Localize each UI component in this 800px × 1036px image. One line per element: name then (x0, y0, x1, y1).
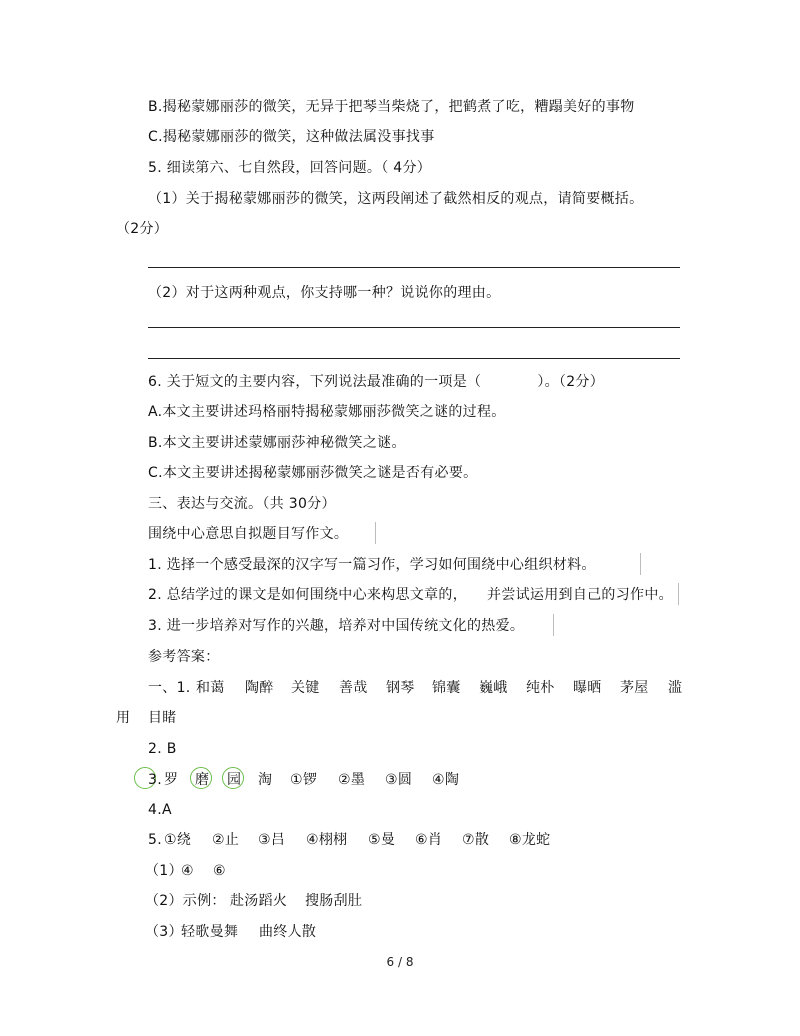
answer-1-word: 曝晒 (573, 680, 602, 696)
answer-5-item: ⑦散 (462, 832, 490, 848)
section3-item3: 3. 进一步培养对写作的兴趣，培养对中国传统文化的热爱。 (148, 618, 525, 634)
answer-line (148, 267, 680, 268)
answer-5-sub2-val: 搜肠刮肚 (305, 893, 363, 909)
answer-3-item: ①锣 (290, 772, 318, 788)
answer-5-item: ⑥肖 (415, 832, 443, 848)
answer-1-word: 茅屋 (620, 680, 649, 696)
answer-5-item: ⑧龙蛇 (509, 832, 551, 848)
answer-5-sub2-val: 赴汤蹈火 (230, 893, 288, 909)
answer-1-word: 和蔼 (196, 680, 225, 696)
q5-sub2: （2）对于这两种观点，你支持哪一种？说说你的理由。 (148, 285, 501, 301)
answer-1-word: 陶醉 (245, 680, 274, 696)
answer-5-item: ②止 (212, 832, 240, 848)
q6-option-a: A.本文主要讲述玛格丽特揭秘蒙娜丽莎微笑之谜的过程。 (148, 404, 506, 420)
answer-3-item: ③圆 (385, 772, 413, 788)
section3-item2-part1: 2. 总结学过的课文是如何围绕中心来构思文章的， (148, 587, 468, 603)
q5-sub1-score: （2分） (116, 221, 169, 237)
section3-heading: 三、表达与交流。（共 30分） (148, 496, 336, 512)
answer-1-word: 纯朴 (526, 680, 555, 696)
page-number: 6 / 8 (386, 955, 414, 969)
margin-mark (553, 614, 554, 636)
answer-2: 2. B (148, 741, 177, 757)
answer-5-sub1-val: ④ (181, 863, 194, 879)
answer-line (148, 358, 680, 359)
answer-1-row (148, 678, 191, 698)
answer-3-char: 罗 (164, 772, 179, 788)
answer-5-sub2-label: （2）示例： (145, 893, 226, 909)
margin-mark (375, 522, 376, 544)
answer-1-word: 锦囊 (432, 680, 461, 696)
answer-3-char: 淘 (258, 772, 273, 788)
q4-option-c: C.揭秘蒙娜丽莎的微笑，这种做法属没事找事 (148, 129, 435, 145)
q6-stem-before: 6. 关于短文的主要内容，下列说法最准确的一项是（ (148, 374, 482, 390)
answer-5-sub3-label: （3） (145, 924, 183, 940)
answer-1-word: 关键 (291, 680, 320, 696)
answer-5-item: ①绕 (164, 832, 192, 848)
answer-5-item: ④栩栩 (306, 832, 348, 848)
answer-5-sub1-val: ⑥ (213, 863, 226, 879)
answer-5-item: ⑤曼 (368, 832, 396, 848)
section3-item2-part2: 并尝试运用到自己的习作中。 (487, 587, 673, 603)
margin-mark (678, 583, 679, 605)
answer-5-sub3-val: 曲终人散 (259, 924, 317, 940)
answer-5-sub3-val: 轻歌曼舞 (181, 924, 239, 940)
section3-item2 (148, 585, 673, 605)
section3-item1: 1. 选择一个感受最深的汉字写一篇习作，学习如何围绕中心组织材料。 (148, 557, 596, 573)
answer-1-word: 滥 (668, 680, 683, 696)
q5-stem: 5. 细读第六、七自然段，回答问题。（ 4分） (148, 160, 432, 176)
q4-option-b: B.揭秘蒙娜丽莎的微笑，无异于把琴当柴烧了，把鹤煮了吃，糟蹋美好的事物 (148, 99, 635, 115)
q6-stem (148, 372, 604, 392)
answer-1-word: 巍峨 (479, 680, 508, 696)
answers-heading: 参考答案： (148, 649, 220, 665)
section3-intro: 围绕中心意思自拟题目写作文。 (148, 526, 349, 542)
answer-1-word: 善哉 (339, 680, 368, 696)
answer-1-word: 用 (116, 710, 131, 726)
margin-mark (640, 553, 641, 575)
answer-1-prefix: 一、1. (148, 680, 191, 696)
answer-3-char: 磨 (195, 772, 210, 788)
answer-4: 4.A (148, 802, 172, 818)
q6-stem-after: ）。（2分） (537, 374, 605, 390)
answer-3-item: ②墨 (338, 772, 366, 788)
answer-5-prefix: 5. (148, 832, 162, 848)
answer-1-word: 钢琴 (386, 680, 415, 696)
answer-1-word: 目睹 (148, 710, 177, 726)
answer-3-prefix: 3. (148, 772, 162, 788)
answer-3-item: ④陶 (432, 772, 460, 788)
answer-line (148, 327, 680, 328)
answer-3-char: 园 (227, 772, 242, 788)
answer-5-item: ③吕 (258, 832, 286, 848)
q6-option-c: C.本文主要讲述揭秘蒙娜丽莎微笑之谜是否有必要。 (148, 465, 478, 481)
q6-option-b: B.本文主要讲述蒙娜丽莎神秘微笑之谜。 (148, 435, 406, 451)
q5-sub1: （1）关于揭秘蒙娜丽莎的微笑，这两段阐述了截然相反的观点，请简要概括。 (148, 191, 644, 207)
answer-5-sub1-label: （1） (145, 863, 183, 879)
